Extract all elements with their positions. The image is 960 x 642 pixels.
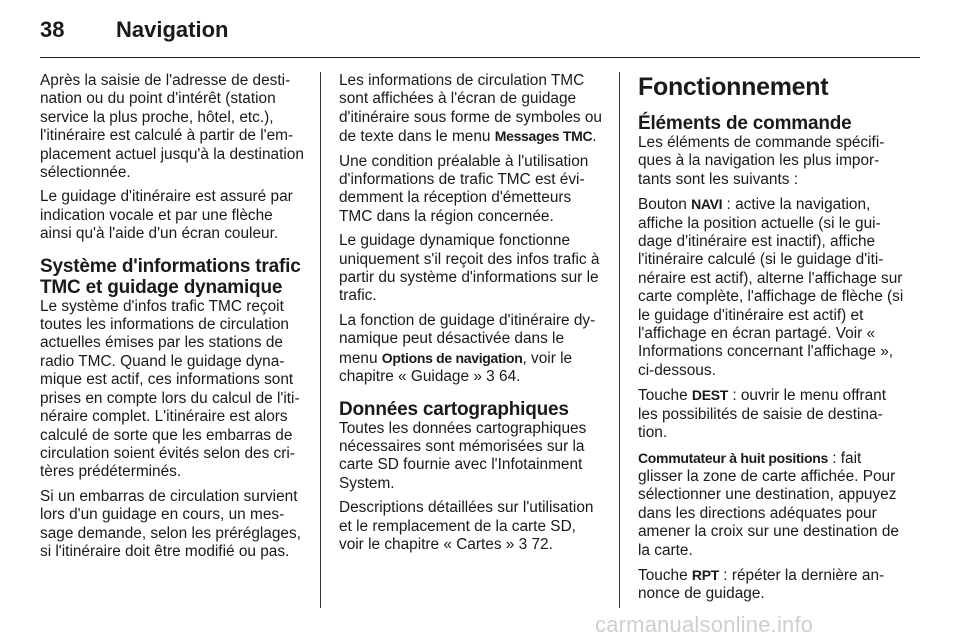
- page-reference-cartes: 3 72: [518, 535, 549, 553]
- heading-map-data: Données cartographiques: [339, 398, 569, 420]
- menu-messages-tmc: Messages TMC: [494, 128, 593, 145]
- paragraph-navi-button: Bouton NAVI : active la navigation, affiche la position actuelle (si le guidage d'itinéraire est inactif), affiche l'itinéraire calculé (si le guidage d'itinéraire est actif), alterne l'affichage sur carte complète, l'affichage de flèche (si le guidage d'itinéraire est actif) et l'affichage en écran partagé. Voir « Informations concernant l'affichage », ci-dessous.: [638, 196, 904, 379]
- page-number: 38: [40, 17, 65, 42]
- paragraph-map-data: Toutes les données cartographiques nécessaires sont mémorisées sur la carte SD fournie avec l'Infotainment System.: [339, 419, 587, 492]
- label-rpt-key: RPT: [691, 566, 720, 583]
- label-dest-key: DEST: [691, 387, 729, 404]
- heading-controls: Éléments de commande: [638, 113, 852, 134]
- paragraph-disable-dynamic: La fonction de guidage d'itinéraire dynamique peut désactivée dans le menu Options de navigation, voir le chapitre « Guidage » 3 64.: [339, 311, 596, 386]
- paragraph-tmc-condition: Une condition préalable à l'utilisation d'informations de trafic TMC est évidemment la réception d'émetteurs TMC dans la région concernée.: [339, 152, 589, 225]
- paragraph-traffic-jam: Si un embarras de circulation survient lors d'un guidage en cours, un message demande, selon les préréglages, si l'itinéraire doit être modifié ou pas.: [40, 487, 301, 560]
- paragraph-eight-way-switch: Commutateur à huit positions : fait glisser la zone de carte affichée. Pour sélectionner une destination, appuyez dans les directions adéquates pour amener la croix sur une destination de la carte.: [638, 449, 899, 559]
- column-divider-1: [320, 72, 321, 608]
- watermark: carmanualsonline.info: [595, 612, 814, 637]
- paragraph-tmc-display: Les informations de circulation TMC sont affichées à l'écran de guidage d'itinéraire sous forme de symboles ou de texte dans le menu Messages TMC.: [339, 72, 602, 146]
- column-1: [40, 72, 306, 567]
- paragraph-dest-key: Touche DEST : ouvrir le menu offrant les possibilités de saisie de destination.: [638, 387, 887, 442]
- page-header: [40, 17, 920, 47]
- column-divider-2: [619, 72, 620, 608]
- paragraph-guidance-indication: Le guidage d'itinéraire est assuré par indication vocale et par une flèche ainsi qu'à l'aide d'un écran couleur.: [40, 188, 293, 243]
- chapter-title: Navigation: [116, 17, 229, 42]
- heading-tmc-system: Système d'informations trafic TMC et guidage dynamique: [40, 255, 301, 298]
- label-eight-way-switch: Commutateur à huit positions: [638, 449, 828, 466]
- column-3: [638, 72, 904, 610]
- menu-navigation-options: Options de navigation: [381, 349, 523, 366]
- paragraph-dynamic-guidance: Le guidage dynamique fonctionne uniquement s'il reçoit des infos trafic à partir du système d'informations sur le trafic.: [339, 232, 600, 305]
- header-divider: [40, 57, 920, 58]
- paragraph-tmc-description: Le système d'infos trafic TMC reçoit toutes les informations de circulation actuelles émises par les stations de radio TMC. Quand le guidage dynamique est actif, ces informations sont prises en compte lors du calcul de l'itinéraire complet. L'itinéraire est alors calculé de sorte que les embarras de circulation soient évités selon des critères prédéterminés.: [40, 297, 300, 481]
- paragraph-sd-card: Descriptions détaillées sur l'utilisation et le remplacement de la carte SD, voir le chapitre « Cartes » 3 72.: [339, 499, 594, 553]
- paragraph-rpt-key: Touche RPT : répéter la dernière annonce de guidage.: [638, 566, 885, 603]
- paragraph-route-calculation: Après la saisie de l'adresse de destination ou du point d'intérêt (station service la plus proche, hôtel, etc.), l'itinéraire est calculé à partir de l'emplacement actuel jusqu'à la destination sélectionnée.: [40, 72, 304, 182]
- heading-operation: Fonctionnement: [638, 73, 829, 101]
- page-reference-guidage: 3 64: [486, 368, 517, 386]
- paragraph-controls-intro: Les éléments de commande spécifiques à la navigation les plus importants sont les suivants :: [638, 134, 885, 188]
- column-2: [339, 72, 605, 560]
- label-navi-button: NAVI: [691, 196, 723, 213]
